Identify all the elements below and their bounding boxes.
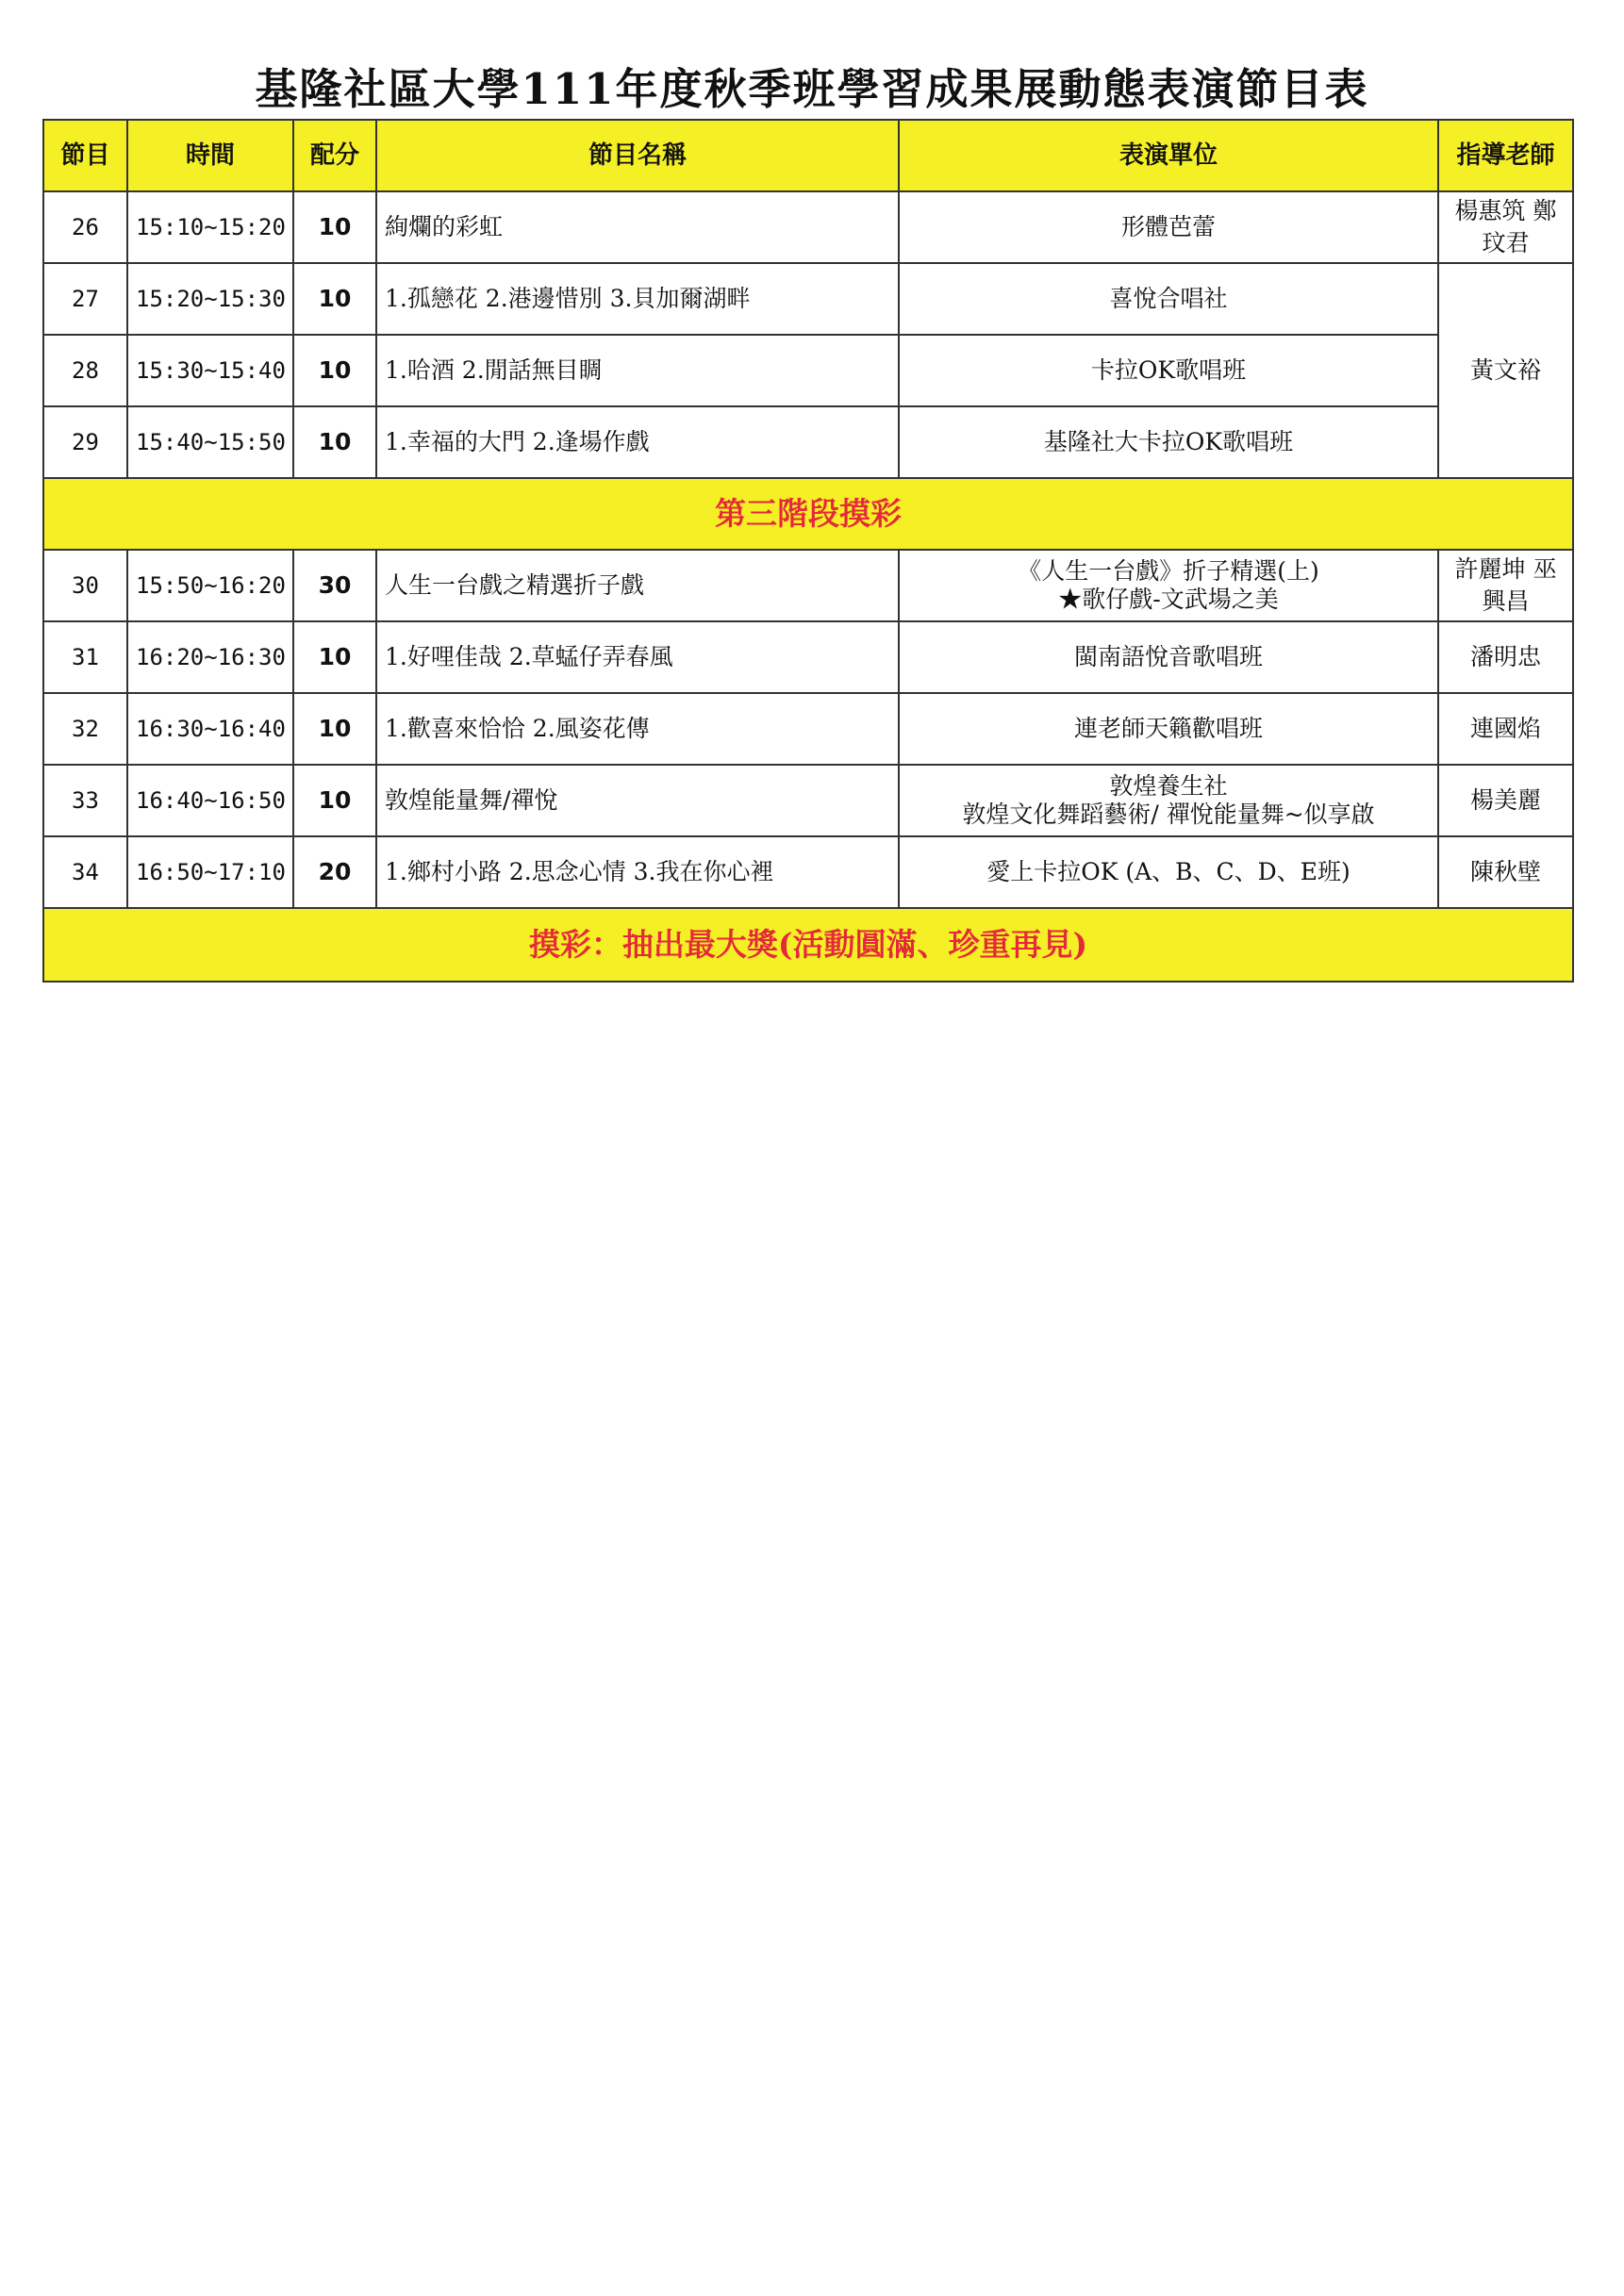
header-unit: 表演單位 [899,120,1438,191]
table-row [43,335,1573,406]
row-teacher [1438,550,1573,621]
row-num: 27 [43,263,127,335]
row-name: 1.幸福的大門 2.逢場作戲 [376,406,899,478]
row-minutes: 10 [293,406,376,478]
row-minutes: 10 [293,693,376,765]
row-name: 1.哈酒 2.閒話無目睭 [376,335,899,406]
header-teacher: 指導老師 [1438,120,1573,191]
header-time: 時間 [127,120,293,191]
row-time: 16:50~17:10 [127,836,293,908]
stage-divider-row [43,478,1573,550]
row-unit-line2: 敦煌文化舞蹈藝術/ 禪悅能量舞~似享啟 [962,801,1375,828]
row-unit-line1: 敦煌養生社 [1109,772,1228,800]
table-row [43,621,1573,693]
table-row [43,406,1573,478]
row-minutes: 10 [293,335,376,406]
row-minutes: 30 [293,550,376,621]
row-time: 15:40~15:50 [127,406,293,478]
page-title: 基隆社區大學111年度秋季班學習成果展動態表演節目表 [255,64,1369,114]
row-time: 16:30~16:40 [127,693,293,765]
row-minutes: 10 [293,191,376,263]
row-num: 32 [43,693,127,765]
row-unit-line1: 《人生一台戲》折子精選(上) [1018,557,1319,585]
row-num: 33 [43,765,127,836]
header-minutes: 配分 [293,120,376,191]
table-header-row [43,120,1573,191]
final-divider: 摸彩：抽出最大獎(活動圓滿、珍重再見) [43,908,1573,982]
table-row [43,693,1573,765]
row-name: 敦煌能量舞/禪悅 [376,765,899,836]
row-unit: 卡拉OK歌唱班 [899,335,1438,406]
table-row [43,765,1573,836]
row-teacher: 楊美麗 [1438,765,1573,836]
row-minutes: 10 [293,621,376,693]
row-teacher-text: 楊惠筑 鄭玟君 [1454,197,1557,256]
row-teacher: 黃文裕 [1438,263,1573,478]
row-time: 16:20~16:30 [127,621,293,693]
row-name: 1.好哩佳哉 2.草蜢仔弄春風 [376,621,899,693]
row-unit: 形體芭蕾 [899,191,1438,263]
table-row [43,263,1573,335]
row-unit [899,765,1438,836]
row-name: 絢爛的彩虹 [376,191,899,263]
row-teacher: 陳秋壁 [1438,836,1573,908]
row-num: 31 [43,621,127,693]
header-name: 節目名稱 [376,120,899,191]
row-teacher-text: 許麗坤 巫興昌 [1454,555,1557,615]
row-num: 28 [43,335,127,406]
row-time: 15:50~16:20 [127,550,293,621]
row-time: 15:20~15:30 [127,263,293,335]
row-teacher [1438,191,1573,263]
row-name: 1.孤戀花 2.港邊惜別 3.貝加爾湖畔 [376,263,899,335]
row-unit: 喜悅合唱社 [899,263,1438,335]
row-name: 1.歡喜來恰恰 2.風姿花傳 [376,693,899,765]
row-num: 34 [43,836,127,908]
row-num: 29 [43,406,127,478]
row-unit: 基隆社大卡拉OK歌唱班 [899,406,1438,478]
row-unit: 閩南語悅音歌唱班 [899,621,1438,693]
row-unit: 連老師天籟歡唱班 [899,693,1438,765]
row-name: 1.鄉村小路 2.思念心情 3.我在你心裡 [376,836,899,908]
row-minutes: 10 [293,765,376,836]
table-row [43,191,1573,263]
final-divider-row [43,908,1573,982]
row-time: 15:10~15:20 [127,191,293,263]
table-row [43,550,1573,621]
row-minutes: 10 [293,263,376,335]
program-table [42,119,1574,983]
row-unit: 愛上卡拉OK (A、B、C、D、E班) [899,836,1438,908]
stage-divider: 第三階段摸彩 [43,478,1573,550]
row-time: 15:30~15:40 [127,335,293,406]
row-num: 30 [43,550,127,621]
table-row [43,836,1573,908]
row-unit [899,550,1438,621]
row-time: 16:40~16:50 [127,765,293,836]
row-teacher: 連國焰 [1438,693,1573,765]
header-num: 節目 [43,120,127,191]
row-unit-line2: ★歌仔戲-文武場之美 [1058,586,1279,613]
row-num: 26 [43,191,127,263]
row-minutes: 20 [293,836,376,908]
row-teacher: 潘明忠 [1438,621,1573,693]
row-name: 人生一台戲之精選折子戲 [376,550,899,621]
